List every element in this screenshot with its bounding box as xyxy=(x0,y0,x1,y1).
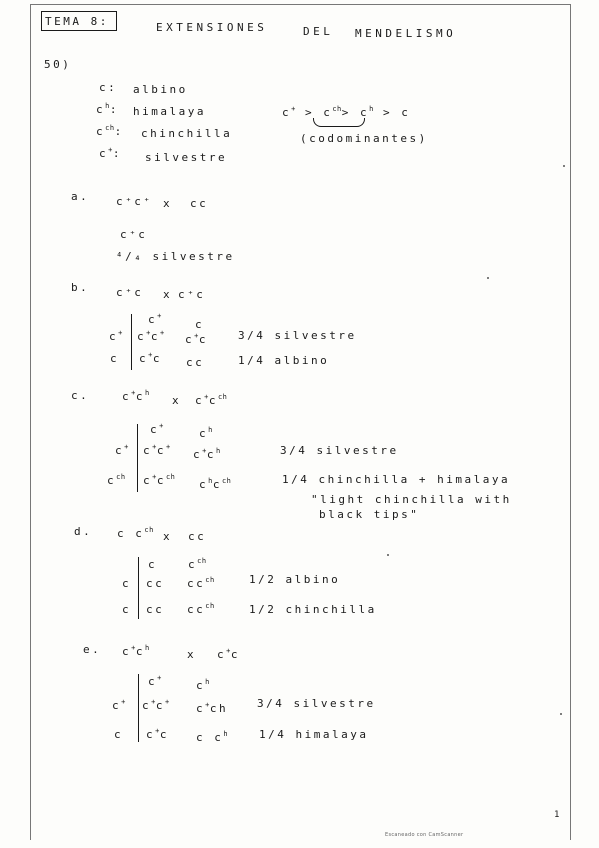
scan-speck xyxy=(563,165,565,167)
allele-albino-name: albino xyxy=(133,83,188,96)
section-e-cross-x: x xyxy=(187,648,197,661)
title-word-1: EXTENSIONES xyxy=(156,21,268,34)
section-b-cell-1-2: c+c xyxy=(185,332,208,346)
section-b-result-2: 1/4 albino xyxy=(238,354,330,367)
section-e-punnett-bar xyxy=(138,674,139,742)
section-c-punnett-bar xyxy=(137,424,138,492)
section-c-cell-2-1: $c^+c^{ch}$ xyxy=(143,473,176,487)
section-e-label: e. xyxy=(83,643,102,656)
section-b-result-1: 3/4 silvestre xyxy=(238,329,357,342)
allele-silvestre-name: silvestre xyxy=(145,151,228,164)
allele-himalaya-name: himalaya xyxy=(133,105,206,118)
section-b-cell-2-2: cc xyxy=(186,356,205,369)
title-word-2: DEL xyxy=(303,25,334,38)
section-d-result-1: 1/2 albino xyxy=(249,573,341,586)
section-d-cross-left: c $c^{ch}$ xyxy=(117,526,154,540)
section-d-col1: c xyxy=(148,558,158,571)
section-b-punnett-bar xyxy=(131,314,132,370)
section-a-cross-left: c⁺c⁺ xyxy=(116,195,153,208)
section-c-cell-1-1: c+c+ xyxy=(143,443,171,457)
section-d-cell-2-1: cc xyxy=(146,603,165,616)
section-b-cross-left: c⁺c xyxy=(116,286,144,299)
scanner-footer: Escaneado con CamScanner xyxy=(385,832,464,838)
section-b-label: b. xyxy=(71,281,90,294)
section-c-col1: c+ xyxy=(150,422,164,436)
section-e-row2-gamete: c xyxy=(114,728,124,741)
codominance-brace xyxy=(313,118,365,127)
section-c-result-2-note-2: black tips" xyxy=(319,508,420,521)
dominance-note: (codominantes) xyxy=(300,132,428,145)
section-d-row2-gamete: c xyxy=(122,603,132,616)
section-d-result-2: 1/2 chinchilla xyxy=(249,603,377,616)
section-d-cell-2-2: $cc^{ch}$ xyxy=(187,602,215,616)
section-c-label: c. xyxy=(71,389,90,402)
section-b-row2-gamete: c xyxy=(110,352,120,365)
tema-label: TEMA 8: xyxy=(45,15,109,28)
section-d-cell-1-1: cc xyxy=(146,577,165,590)
section-e-col2: $c^h$ xyxy=(196,678,210,692)
section-d-cross-right: cc xyxy=(188,530,207,543)
section-a-result: ⁴/₄ silvestre xyxy=(116,250,235,263)
section-c-row1-gamete: c+ xyxy=(115,443,129,457)
section-d-col2: $c^{ch}$ xyxy=(188,557,207,571)
section-e-col1: c+ xyxy=(148,674,162,688)
section-b-cell-2-1: c+c xyxy=(139,351,162,365)
scan-speck xyxy=(487,277,489,279)
section-e-cross-left: $c^+c^h$ xyxy=(122,644,150,658)
section-e-result-1: 3/4 silvestre xyxy=(257,697,376,710)
section-a-offspring: c⁺c xyxy=(120,228,148,241)
section-b-row1-gamete: c+ xyxy=(109,329,123,343)
section-d-punnett-bar xyxy=(138,557,139,619)
section-b-col1: c+ xyxy=(148,312,162,326)
title-word-3: MENDELISMO xyxy=(355,27,457,40)
scan-speck xyxy=(560,713,562,715)
scan-speck xyxy=(387,554,389,556)
section-e-cross-right: c+c xyxy=(217,647,240,661)
section-d-cell-1-2: $cc^{ch}$ xyxy=(187,576,215,590)
section-d-label: d. xyxy=(74,525,93,538)
section-c-cross-x: x xyxy=(172,394,182,407)
allele-chinchilla-name: chinchilla xyxy=(141,127,233,140)
section-a-label: a. xyxy=(71,190,90,203)
allele-himalaya-sym: $c^h$: xyxy=(96,102,119,116)
dominance-order: $c^+ > c^{ch}> c^h > c$ xyxy=(282,105,411,119)
section-d-row1-gamete: c xyxy=(122,577,132,590)
section-a-cross-x: x xyxy=(163,197,173,210)
allele-albino-sym: c: xyxy=(99,81,118,94)
section-e-result-2: 1/4 himalaya xyxy=(259,728,369,741)
page-number: 1 xyxy=(554,810,560,820)
section-b-col2: c xyxy=(195,318,205,331)
section-c-result-2-note-1: "light chinchilla with xyxy=(311,493,512,506)
section-b-cross-right: c⁺c xyxy=(178,288,206,301)
allele-chinchilla-sym: $c^{ch}$: xyxy=(96,124,124,138)
section-c-cell-1-2: $c^+c^h$ xyxy=(193,447,221,461)
section-b-cross-x: x xyxy=(163,288,173,301)
allele-silvestre-sym: c+: xyxy=(99,146,122,160)
section-e-cell-2-1: c+c xyxy=(146,727,169,741)
exercise-number: 50) xyxy=(44,58,72,71)
section-c-col2: $c^h$ xyxy=(199,426,213,440)
section-b-cell-1-1: c+c+ xyxy=(137,329,165,343)
section-e-cell-1-1: c+c+ xyxy=(142,698,170,712)
section-c-result-1: 3/4 silvestre xyxy=(280,444,399,457)
section-c-row2-gamete: $c^{ch}$ xyxy=(107,473,126,487)
section-c-cross-right: $c^+c^{ch}$ xyxy=(195,393,228,407)
section-e-cell-2-2: c $c^h$ xyxy=(196,730,229,744)
section-c-cell-2-2: $c^hc^{ch}$ xyxy=(199,477,232,491)
section-c-result-2: 1/4 chinchilla + himalaya xyxy=(282,473,511,486)
section-d-cross-x: x xyxy=(163,530,173,543)
section-c-cross-left: $c^+c^h$ xyxy=(122,389,150,403)
section-a-cross-right: cc xyxy=(190,197,209,210)
section-e-row1-gamete: c+ xyxy=(112,698,126,712)
section-e-cell-1-2: c+ch xyxy=(196,701,229,715)
